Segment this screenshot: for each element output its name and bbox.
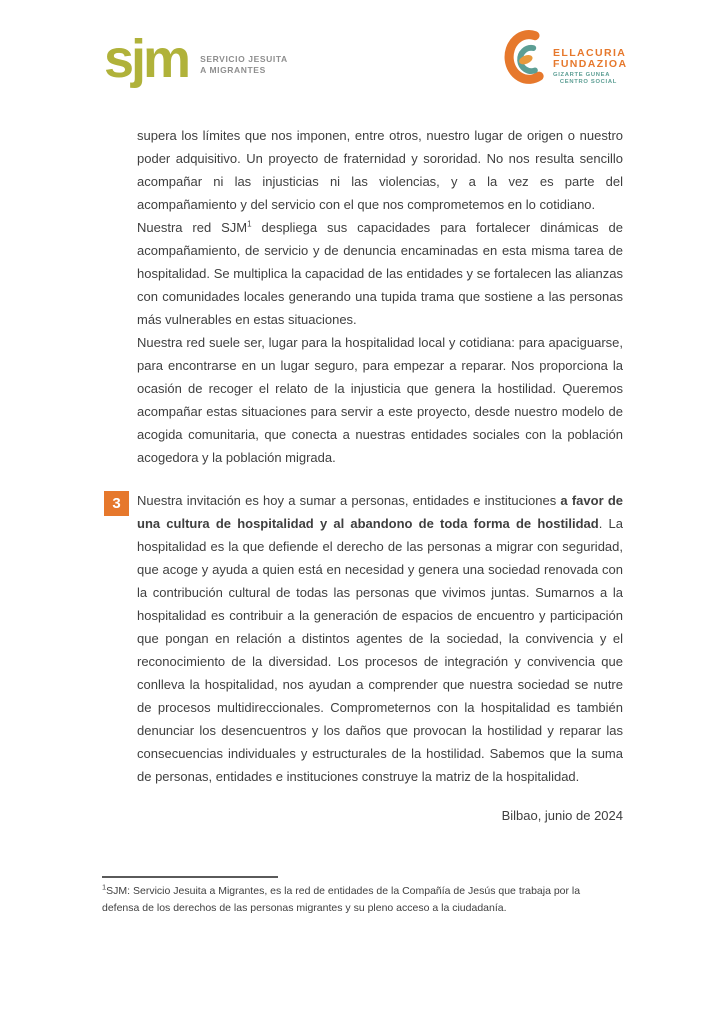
ellacuria-sub-line1: GIZARTE GUNEA bbox=[553, 72, 611, 78]
footnote-marker: 1 bbox=[102, 882, 107, 892]
footnote-separator bbox=[102, 876, 278, 878]
ellacuria-subtitle bbox=[553, 72, 631, 86]
ellacuria-sub-line2: CENTRO SOCIAL bbox=[559, 79, 617, 85]
footnote-reference-1: 1 bbox=[247, 219, 252, 229]
ellacuria-name-line1: ELLACURIA bbox=[553, 47, 627, 59]
ellacuria-name-line2: FUNDAZIOA bbox=[553, 58, 628, 70]
footnote-block bbox=[102, 876, 614, 917]
sjm-tagline-line2: A MIGRANTES bbox=[200, 65, 266, 75]
sjm-tagline-line1: SERVICIO JESUITA bbox=[200, 54, 288, 64]
numbered-section-3 bbox=[112, 489, 623, 788]
paragraph-4-continuation: . La hospitalidad es la que defiende el derecho de las personas a migrar con seguridad, que acoge y ayuda a quien está en necesidad y genera una sociedad renovada con la contribución cultural de todas las personas que vivimos juntas. Sumarnos a la hospitalidad es contribuir a la generación de espacios de encuentro y participación que pongan en relación a distintos agentes de la sociedad, la convivencia y el reconocimiento de la diversidad. Los procesos de integración y convivencia que conlleva la hospitalidad, nos ayudan a comprender que nuestra sociedad se nutre de procesos multidireccionales. Comprometernos con la hospitalidad es también denunciar los desencuentros y los daños que provocan la hostilidad y reparar las consecuencias individuales y estructurales de la hostilidad. Sabemos que la suma de personas, entidades e instituciones construye la matriz de la hospitalidad. bbox=[137, 516, 623, 784]
paragraph-4-text: Nuestra invitación es hoy a sumar a personas, entidades e instituciones bbox=[137, 493, 561, 508]
dateline: Bilbao, junio de 2024 bbox=[501, 808, 623, 823]
paragraph-2-continuation: despliega sus capacidades para fortalecer dinámicas de acompañamiento, de servicio y de denuncia encaminadas en esta misma tarea de hospitalidad. Se multiplica la capacidad de las entidades y se fortalecen las alianzas con comunidades locales generando una tupida trama que sostiene a las personas más vulnerables en estas situaciones. bbox=[137, 220, 623, 327]
ellacuria-name bbox=[553, 48, 631, 70]
ellacuria-logo bbox=[500, 29, 631, 87]
sjm-tagline bbox=[200, 54, 288, 76]
sjm-wordmark: sjm bbox=[104, 29, 189, 89]
paragraph-2-text: Nuestra red SJM bbox=[137, 220, 248, 235]
paragraph-4 bbox=[137, 489, 623, 788]
footnote-body: SJM: Servicio Jesuita a Migrantes, es la red de entidades de la Compañía de Jesús que trabaja por la defensa de los derechos de las personas migrantes y su pleno acceso a la ciudadanía. bbox=[102, 885, 581, 914]
document-body bbox=[112, 124, 623, 827]
sjm-logo bbox=[104, 26, 288, 92]
footnote-text bbox=[102, 883, 614, 917]
ellacuria-text-block bbox=[553, 48, 631, 86]
section-number-badge: 3 bbox=[104, 491, 129, 516]
paragraph-3: Nuestra red suele ser, lugar para la hospitalidad local y cotidiana: para apaciguarse, para encontrarse en un lugar seguro, para empezar a reparar. Nos proporciona la ocasión de recoger el relato de la injusticia que genera la hostilidad. Queremos acompañar estas situaciones para servir a este proyecto, desde nuestro modelo de acogida comunitaria, que conecta a nuestras entidades sociales con la población acogedora y la población migrada. bbox=[137, 335, 623, 465]
paragraph-2 bbox=[137, 216, 623, 331]
paragraph-4-bold-text: a favor de una cultura de hospitalidad y al abandono de toda forma de hostilidad bbox=[137, 493, 623, 531]
ellacuria-crescents-icon bbox=[500, 29, 550, 87]
paragraph-1: supera los límites que nos imponen, entre otros, nuestro lugar de origen o nuestro poder adquisitivo. Un proyecto de fraternidad y sororidad. No nos resulta sencillo acompañar ni las injusticias ni las violencias, y a la vez es parte del acompañamiento y del servicio con el que nos comprometemos en lo cotidiano. bbox=[137, 128, 623, 212]
